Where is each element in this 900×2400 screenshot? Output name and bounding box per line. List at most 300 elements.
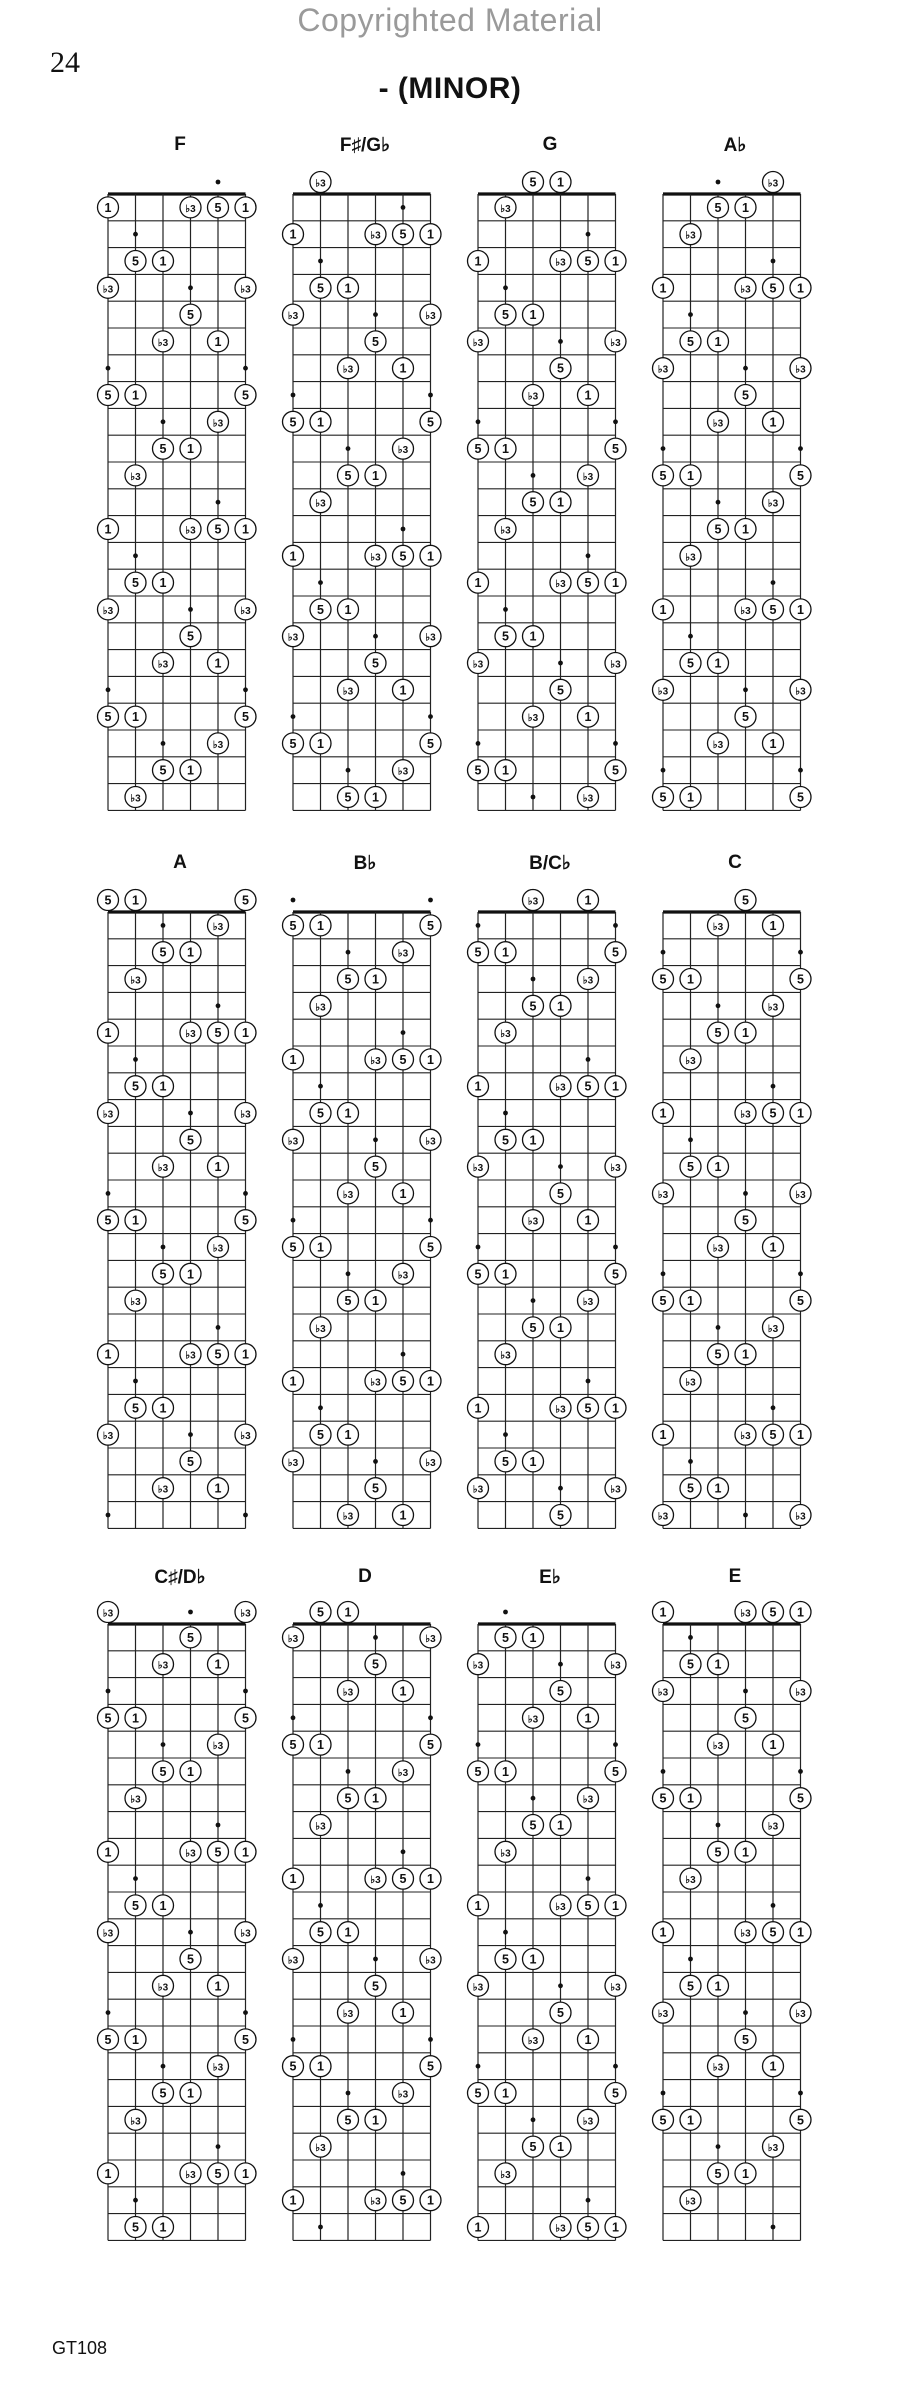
- svg-text:♭3: ♭3: [342, 364, 354, 376]
- passing-tone-dot: [661, 2091, 666, 2096]
- passing-tone-dot: [586, 1379, 591, 1384]
- scale-tone-marker: [605, 1895, 626, 1916]
- svg-text:5: 5: [187, 629, 194, 644]
- svg-text:1: 1: [344, 602, 352, 617]
- svg-text:1: 1: [372, 2113, 379, 2128]
- svg-text:1: 1: [714, 1481, 722, 1496]
- scale-tone-marker: [180, 1022, 201, 1043]
- scale-tone-marker: [180, 626, 201, 647]
- svg-text:1: 1: [502, 945, 509, 960]
- svg-text:♭3: ♭3: [287, 1457, 299, 1469]
- passing-tone-dot: [716, 2144, 721, 2149]
- scale-tone-marker: [153, 942, 174, 963]
- scale-tone-marker: [208, 1156, 229, 1177]
- svg-text:1: 1: [399, 2006, 407, 2021]
- svg-text:5: 5: [687, 334, 694, 349]
- scale-tone-marker: [708, 2056, 729, 2077]
- svg-text:♭3: ♭3: [685, 1875, 696, 1887]
- scale-tone-marker: [310, 1922, 331, 1943]
- svg-text:♭3: ♭3: [795, 364, 806, 376]
- svg-text:5: 5: [289, 2059, 297, 2074]
- svg-text:♭3: ♭3: [130, 975, 141, 987]
- scale-tone-marker: [495, 626, 516, 647]
- passing-tone-dot: [688, 1957, 693, 1962]
- svg-text:5: 5: [132, 1898, 139, 1913]
- passing-tone-dot: [771, 1405, 776, 1410]
- svg-text:♭3: ♭3: [370, 1055, 381, 1067]
- svg-text:♭3: ♭3: [287, 1633, 299, 1645]
- scale-tone-marker: [208, 733, 229, 754]
- svg-text:1: 1: [529, 1454, 537, 1469]
- scale-tone-marker: [235, 706, 256, 727]
- scale-tone-marker: [468, 1761, 489, 1782]
- svg-text:♭3: ♭3: [712, 418, 724, 430]
- scale-tone-marker: [550, 2217, 571, 2238]
- svg-text:5: 5: [344, 1294, 352, 1309]
- passing-tone-dot: [798, 446, 803, 451]
- svg-text:1: 1: [714, 1657, 722, 1672]
- scale-tone-marker: [310, 2136, 331, 2157]
- svg-text:1: 1: [159, 2220, 167, 2235]
- passing-tone-dot: [743, 1191, 748, 1196]
- svg-text:5: 5: [769, 281, 777, 296]
- scale-tone-marker: [153, 1761, 174, 1782]
- scale-tone-marker: [653, 1788, 674, 1809]
- scale-tone-marker: [708, 915, 729, 936]
- scale-tone-marker: [420, 2056, 441, 2077]
- passing-tone-dot: [688, 1459, 693, 1464]
- svg-text:♭3: ♭3: [157, 337, 169, 349]
- scale-tone-marker: [680, 465, 701, 486]
- scale-tone-marker: [790, 1424, 811, 1445]
- passing-tone-dot: [503, 1610, 508, 1615]
- svg-text:1: 1: [714, 334, 722, 349]
- scale-tone-marker: [393, 2083, 414, 2104]
- svg-text:1: 1: [242, 200, 249, 215]
- svg-text:5: 5: [104, 1213, 112, 1228]
- scale-tone-marker: [235, 599, 256, 620]
- scale-tone-marker: [523, 1451, 544, 1472]
- scale-tone-marker: [680, 1654, 701, 1675]
- passing-tone-dot: [716, 500, 721, 505]
- scale-tone-marker: [735, 890, 756, 911]
- scale-tone-marker: [420, 626, 441, 647]
- scale-tone-marker: [420, 2190, 441, 2211]
- passing-tone-dot: [243, 1689, 248, 1694]
- scale-tone-marker: [605, 438, 626, 459]
- scale-tone-marker: [310, 995, 331, 1016]
- svg-text:5: 5: [187, 1133, 194, 1148]
- svg-text:1: 1: [214, 656, 222, 671]
- svg-text:1: 1: [289, 227, 297, 242]
- svg-text:♭3: ♭3: [712, 1741, 724, 1753]
- passing-tone-dot: [476, 923, 481, 928]
- scale-tone-marker: [578, 572, 599, 593]
- svg-text:♭3: ♭3: [472, 1163, 484, 1175]
- svg-text:5: 5: [132, 254, 139, 269]
- svg-text:5: 5: [687, 1160, 694, 1175]
- scale-tone-marker: [653, 969, 674, 990]
- scale-tone-marker: [338, 465, 359, 486]
- scale-tone-marker: [98, 1022, 119, 1043]
- fretboard-a-flat-minor: [651, 170, 811, 840]
- svg-text:1: 1: [372, 1791, 379, 1806]
- svg-text:♭3: ♭3: [397, 948, 409, 960]
- svg-text:5: 5: [584, 1079, 592, 1094]
- scale-tone-marker: [680, 1478, 701, 1499]
- svg-text:5: 5: [289, 1240, 297, 1255]
- svg-text:♭3: ♭3: [582, 1794, 594, 1806]
- scale-tone-marker: [735, 519, 756, 540]
- svg-text:1: 1: [502, 1267, 509, 1282]
- passing-tone-dot: [346, 2091, 351, 2096]
- scale-tone-marker: [680, 1156, 701, 1177]
- passing-tone-dot: [161, 2064, 166, 2069]
- scale-tone-marker: [283, 304, 304, 325]
- passing-tone-dot: [531, 473, 536, 478]
- scale-tone-marker: [153, 1076, 174, 1097]
- svg-text:1: 1: [289, 1872, 297, 1887]
- svg-text:1: 1: [104, 2166, 112, 2181]
- svg-text:5: 5: [714, 1845, 722, 1860]
- scale-tone-marker: [235, 1022, 256, 1043]
- scale-tone-marker: [338, 2002, 359, 2023]
- svg-text:5: 5: [317, 281, 324, 296]
- svg-text:5: 5: [242, 1213, 249, 1228]
- scale-tone-marker: [708, 1841, 729, 1862]
- scale-tone-marker: [393, 760, 414, 781]
- svg-text:5: 5: [659, 1791, 667, 1806]
- svg-text:♭3: ♭3: [157, 1163, 169, 1175]
- svg-text:1: 1: [687, 2113, 694, 2128]
- svg-text:5: 5: [372, 1160, 379, 1175]
- scale-tone-marker: [338, 1290, 359, 1311]
- scale-tone-marker: [495, 2163, 516, 2184]
- passing-tone-dot: [133, 2198, 138, 2203]
- passing-tone-dot: [291, 898, 296, 903]
- svg-text:1: 1: [399, 1684, 407, 1699]
- svg-text:1: 1: [502, 2086, 509, 2101]
- passing-tone-dot: [373, 1459, 378, 1464]
- svg-text:5: 5: [214, 1026, 222, 1041]
- svg-text:♭3: ♭3: [102, 1431, 114, 1443]
- svg-text:1: 1: [557, 175, 564, 190]
- scale-tone-marker: [235, 890, 256, 911]
- scale-tone-marker: [365, 1049, 386, 1070]
- scale-tone-marker: [523, 706, 544, 727]
- scale-tone-marker: [550, 358, 571, 379]
- scale-tone-marker: [235, 385, 256, 406]
- svg-text:1: 1: [317, 1738, 324, 1753]
- svg-text:5: 5: [502, 629, 509, 644]
- scale-tone-marker: [578, 251, 599, 272]
- svg-text:5: 5: [474, 1764, 482, 1779]
- passing-tone-dot: [688, 1635, 693, 1640]
- scale-tone-marker: [125, 890, 146, 911]
- scale-tone-marker: [550, 2136, 571, 2157]
- svg-text:1: 1: [714, 1979, 722, 1994]
- svg-text:5: 5: [159, 763, 167, 778]
- svg-text:5: 5: [242, 710, 249, 725]
- scale-tone-marker: [735, 2163, 756, 2184]
- svg-text:5: 5: [427, 918, 434, 933]
- svg-text:5: 5: [399, 1872, 407, 1887]
- svg-text:♭3: ♭3: [555, 257, 566, 269]
- passing-tone-dot: [318, 1405, 323, 1410]
- scale-tone-marker: [125, 969, 146, 990]
- svg-text:♭3: ♭3: [712, 2062, 724, 2074]
- scale-tone-marker: [790, 2109, 811, 2130]
- svg-text:1: 1: [399, 1508, 407, 1523]
- svg-text:1: 1: [132, 2032, 139, 2047]
- scale-tone-marker: [523, 1317, 544, 1338]
- svg-text:♭3: ♭3: [500, 525, 511, 537]
- svg-text:5: 5: [502, 1133, 509, 1148]
- passing-tone-dot: [531, 795, 536, 800]
- svg-text:1: 1: [399, 361, 407, 376]
- svg-text:1: 1: [742, 1347, 749, 1362]
- scale-tone-marker: [153, 1895, 174, 1916]
- svg-text:5: 5: [214, 1347, 222, 1362]
- scale-tone-marker: [393, 1761, 414, 1782]
- passing-tone-dot: [216, 1325, 221, 1330]
- scale-tone-marker: [310, 1602, 331, 1623]
- svg-text:5: 5: [132, 1401, 139, 1416]
- scale-tone-marker: [735, 1210, 756, 1231]
- scale-tone-marker: [790, 277, 811, 298]
- svg-text:1: 1: [427, 227, 434, 242]
- svg-text:5: 5: [769, 1106, 777, 1121]
- scale-tone-marker: [653, 2002, 674, 2023]
- svg-text:♭3: ♭3: [610, 1982, 621, 1994]
- scale-tone-marker: [125, 1076, 146, 1097]
- scale-tone-marker: [338, 277, 359, 298]
- svg-text:♭3: ♭3: [185, 2169, 196, 2181]
- scale-tone-marker: [208, 1841, 229, 1862]
- svg-text:♭3: ♭3: [185, 1350, 196, 1362]
- svg-text:5: 5: [584, 1898, 592, 1913]
- scale-tone-marker: [468, 2083, 489, 2104]
- scale-tone-marker: [393, 1049, 414, 1070]
- scale-tone-marker: [578, 1210, 599, 1231]
- scale-tone-marker: [790, 1290, 811, 1311]
- passing-tone-dot: [133, 1379, 138, 1384]
- svg-text:♭3: ♭3: [582, 1297, 594, 1309]
- scale-tone-marker: [523, 626, 544, 647]
- passing-tone-dot: [291, 2037, 296, 2042]
- svg-text:5: 5: [797, 1294, 804, 1309]
- passing-tone-dot: [586, 1057, 591, 1062]
- svg-text:♭3: ♭3: [712, 921, 724, 933]
- scale-tone-marker: [310, 1237, 331, 1258]
- scale-tone-marker: [605, 1654, 626, 1675]
- scale-tone-marker: [653, 1602, 674, 1623]
- scale-tone-marker: [495, 1949, 516, 1970]
- svg-text:1: 1: [687, 972, 694, 987]
- scale-tone-marker: [680, 1975, 701, 1996]
- svg-text:1: 1: [132, 1711, 139, 1726]
- svg-text:♭3: ♭3: [767, 1002, 779, 1014]
- passing-tone-dot: [613, 741, 618, 746]
- scale-tone-marker: [790, 1681, 811, 1702]
- svg-text:1: 1: [317, 1240, 324, 1255]
- scale-tone-marker: [495, 760, 516, 781]
- scale-tone-marker: [605, 331, 626, 352]
- svg-text:5: 5: [797, 1791, 804, 1806]
- svg-text:1: 1: [612, 254, 619, 269]
- svg-text:5: 5: [584, 576, 592, 591]
- scale-tone-marker: [125, 1788, 146, 1809]
- passing-tone-dot: [373, 1957, 378, 1962]
- svg-text:5: 5: [612, 763, 619, 778]
- svg-text:♭3: ♭3: [157, 1484, 169, 1496]
- svg-text:5: 5: [289, 918, 297, 933]
- svg-text:1: 1: [159, 1401, 167, 1416]
- copyright-watermark: Copyrighted Material: [297, 2, 603, 38]
- scale-tone-marker: [153, 2083, 174, 2104]
- svg-text:♭3: ♭3: [240, 1431, 251, 1443]
- svg-text:5: 5: [372, 656, 379, 671]
- passing-tone-dot: [476, 2064, 481, 2069]
- scale-tone-marker: [790, 1505, 811, 1526]
- svg-text:♭3: ♭3: [685, 1055, 696, 1067]
- svg-text:1: 1: [612, 1898, 619, 1913]
- scale-tone-marker: [393, 2002, 414, 2023]
- fretboard-e-flat-minor: [466, 1600, 626, 2270]
- passing-tone-dot: [318, 1903, 323, 1908]
- svg-text:♭3: ♭3: [287, 1136, 299, 1148]
- scale-tone-marker: [578, 787, 599, 808]
- scale-tone-marker: [180, 1129, 201, 1150]
- svg-text:1: 1: [104, 1026, 112, 1041]
- svg-text:1: 1: [242, 1026, 249, 1041]
- scale-tone-marker: [735, 385, 756, 406]
- scale-tone-marker: [495, 1022, 516, 1043]
- scale-tone-marker: [125, 465, 146, 486]
- svg-text:1: 1: [427, 1872, 434, 1887]
- svg-text:1: 1: [529, 1630, 537, 1645]
- passing-tone-dot: [106, 1191, 111, 1196]
- svg-text:♭3: ♭3: [795, 1511, 806, 1523]
- scale-tone-marker: [708, 1734, 729, 1755]
- scale-tone-marker: [420, 411, 441, 432]
- svg-text:♭3: ♭3: [555, 1082, 566, 1094]
- svg-text:♭3: ♭3: [527, 713, 539, 725]
- svg-text:1: 1: [104, 522, 112, 537]
- scale-tone-marker: [153, 1263, 174, 1284]
- svg-text:♭3: ♭3: [102, 1928, 114, 1940]
- scale-tone-marker: [790, 599, 811, 620]
- scale-tone-marker: [365, 969, 386, 990]
- scale-tone-marker: [235, 1210, 256, 1231]
- passing-tone-dot: [188, 607, 193, 612]
- scale-tone-marker: [235, 1707, 256, 1728]
- scale-tone-marker: [125, 385, 146, 406]
- scale-tone-marker: [365, 1478, 386, 1499]
- svg-text:1: 1: [584, 2032, 592, 2047]
- scale-tone-marker: [578, 1397, 599, 1418]
- fretboard-f-sharp-minor: [281, 170, 441, 840]
- svg-text:1: 1: [769, 2059, 777, 2074]
- scale-tone-marker: [550, 1505, 571, 1526]
- svg-text:5: 5: [687, 1979, 694, 1994]
- svg-text:♭3: ♭3: [610, 1163, 621, 1175]
- scale-tone-marker: [495, 942, 516, 963]
- svg-text:1: 1: [659, 1605, 667, 1620]
- passing-tone-dot: [373, 1137, 378, 1142]
- svg-text:5: 5: [104, 710, 112, 725]
- scale-tone-marker: [708, 1975, 729, 1996]
- svg-text:♭3: ♭3: [740, 1431, 751, 1443]
- passing-tone-dot: [133, 1876, 138, 1881]
- scale-tone-marker: [420, 1868, 441, 1889]
- key-label-f: F: [174, 134, 186, 155]
- scale-tone-marker: [680, 2190, 701, 2211]
- scale-tone-marker: [283, 1627, 304, 1648]
- svg-text:♭3: ♭3: [185, 1029, 196, 1041]
- scale-tone-marker: [283, 545, 304, 566]
- svg-text:1: 1: [529, 1133, 537, 1148]
- passing-tone-dot: [318, 1084, 323, 1089]
- scale-tone-marker: [180, 1627, 201, 1648]
- scale-tone-marker: [153, 1975, 174, 1996]
- scale-tone-marker: [365, 331, 386, 352]
- scale-tone-marker: [180, 760, 201, 781]
- scale-tone-marker: [420, 1949, 441, 1970]
- passing-tone-dot: [318, 259, 323, 264]
- svg-text:1: 1: [427, 1052, 434, 1067]
- svg-text:5: 5: [317, 1428, 324, 1443]
- passing-tone-dot: [188, 1930, 193, 1935]
- fretboard-b-flat-minor: [281, 888, 441, 1558]
- svg-text:♭3: ♭3: [657, 1189, 669, 1201]
- passing-tone-dot: [243, 1513, 248, 1518]
- scale-tone-marker: [468, 2217, 489, 2238]
- scale-tone-marker: [790, 969, 811, 990]
- fretboard-e-minor: [651, 1600, 811, 2270]
- scale-tone-marker: [180, 197, 201, 218]
- scale-tone-marker: [763, 1317, 784, 1338]
- scale-tone-marker: [338, 1681, 359, 1702]
- svg-text:♭3: ♭3: [212, 2062, 224, 2074]
- svg-text:♭3: ♭3: [397, 766, 409, 778]
- scale-tone-marker: [550, 2002, 571, 2023]
- scale-tone-marker: [283, 1049, 304, 1070]
- fretboard-a-minor: [96, 888, 256, 1558]
- svg-text:♭3: ♭3: [425, 1955, 436, 1967]
- svg-text:♭3: ♭3: [500, 203, 511, 215]
- scale-tone-marker: [125, 572, 146, 593]
- scale-tone-marker: [653, 1505, 674, 1526]
- passing-tone-dot: [291, 1715, 296, 1720]
- scale-tone-marker: [393, 942, 414, 963]
- scale-tone-marker: [735, 599, 756, 620]
- scale-tone-marker: [523, 1815, 544, 1836]
- svg-text:♭3: ♭3: [685, 1377, 696, 1389]
- scale-tone-marker: [495, 1451, 516, 1472]
- passing-tone-dot: [743, 1513, 748, 1518]
- svg-text:♭3: ♭3: [342, 1189, 354, 1201]
- scale-tone-marker: [578, 2109, 599, 2130]
- scale-tone-marker: [735, 706, 756, 727]
- scale-tone-marker: [578, 1076, 599, 1097]
- svg-text:♭3: ♭3: [102, 605, 114, 617]
- scale-tone-marker: [550, 1183, 571, 1204]
- svg-text:♭3: ♭3: [342, 2009, 354, 2021]
- svg-text:5: 5: [769, 1428, 777, 1443]
- scale-tone-marker: [338, 1103, 359, 1124]
- passing-tone-dot: [133, 553, 138, 558]
